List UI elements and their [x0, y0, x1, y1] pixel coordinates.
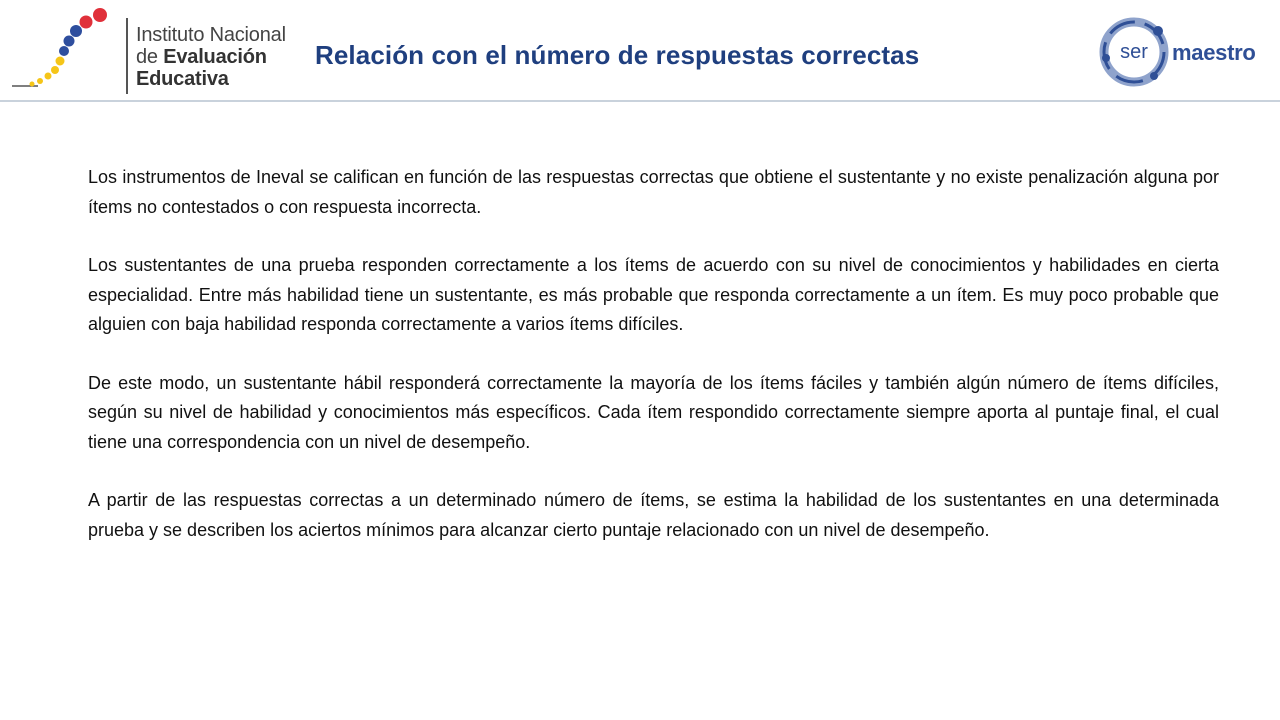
paragraph: Los instrumentos de Ineval se califican en función de las respuestas correctas que obtiene el sustentante y no existe penalización alguna por ítems no contestados o con respuesta incorrecta.	[88, 167, 1219, 217]
logo-divider	[126, 18, 128, 94]
body-text	[88, 163, 1219, 574]
ser-maestro-logo	[1096, 14, 1272, 94]
ser-maestro-ring-icon	[1096, 14, 1172, 90]
ineval-logo	[8, 6, 288, 94]
ineval-line-3: Educativa	[136, 68, 229, 90]
ineval-line-1: Instituto Nacional	[136, 24, 286, 46]
ineval-wordmark	[136, 24, 286, 90]
paragraph: De este modo, un sustentante hábil responderá correctamente la mayoría de los ítems fáciles y también algún número de ítems difíciles, según su nivel de habilidad y conocimientos más específicos. Cada ítem respondido correctamente siempre aporta al puntaje final, el cual tiene una correspondencia con un nivel de desempeño.	[88, 372, 1219, 452]
paragraph: Los sustentantes de una prueba responden correctamente a los ítems de acuerdo con su nivel de conocimientos y habilidades en cierta especialidad. Entre más habilidad tiene un sustentante, es más probable que responda correctamente a un ítem. Es muy poco probable que alguien con baja habilidad responda correctamente a varios ítems difíciles.	[88, 255, 1219, 334]
header-divider	[0, 100, 1280, 102]
slide-header	[0, 0, 1280, 102]
page-title: Relación con el número de respuestas correctas	[315, 40, 920, 70]
ineval-line-2: de Evaluación	[136, 46, 267, 68]
maestro-wordmark: maestro	[1172, 40, 1256, 65]
ser-ring-text: ser	[1120, 41, 1148, 63]
paragraph: A partir de las respuestas correctas a un determinado número de ítems, se estima la habilidad de los sustentantes en una determinada prueba y se describen los aciertos mínimos para alcanzar cierto puntaje relacionado con un nivel de desempeño.	[88, 490, 1219, 540]
ineval-dots-mark-icon	[8, 6, 120, 94]
